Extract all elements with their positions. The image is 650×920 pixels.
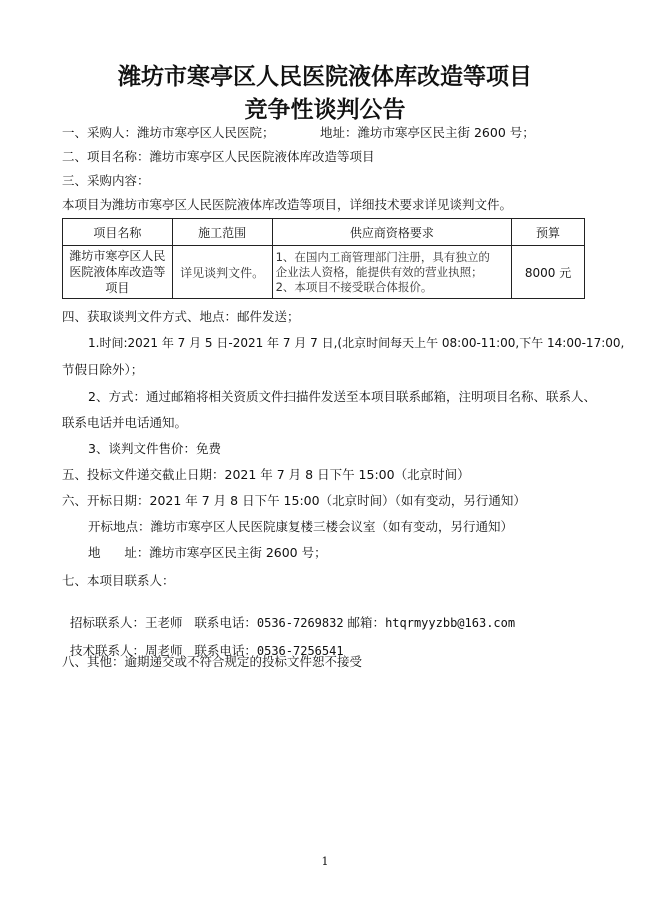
bid-contact-text: 招标联系人：王老师 联系电话：: [69, 615, 257, 630]
document-title: 潍坊市寒亭区人民医院液体库改造等项目: [118, 63, 532, 90]
requirement-line-2: 企业法人资格，能提供有效的营业执照；: [275, 264, 483, 279]
table-header: 项目名称: [63, 219, 173, 246]
section-4-time-line-2: 节假日除外）；: [62, 362, 144, 377]
project-name-line-1: 潍坊市寒亭区人民: [69, 249, 166, 263]
project-name-line-2: 医院液体库改造等: [69, 265, 166, 279]
purchaser-line: [62, 123, 535, 141]
bid-contact-email: htqrmyyzbb@163.com: [385, 616, 516, 630]
tech-contact-text: 技术联系人：周老师 联系电话：: [69, 643, 257, 658]
section-4-method-line-1: 2、方式：通过邮箱将相关资质文件扫描件发送至本项目联系邮箱，注明项目名称、联系人、: [88, 389, 596, 404]
tech-contact-phone: 0536-7256541: [256, 644, 344, 658]
section-7-heading: 七、本项目联系人：: [62, 573, 175, 588]
bid-email-label: 邮箱：: [343, 615, 386, 630]
document-subtitle: 竞争性谈判公告: [244, 96, 406, 123]
table-header: 供应商资格要求: [272, 219, 511, 246]
section-6-place: 开标地点：潍坊市寒亭区人民医院康复楼三楼会议室（如有变动，另行通知）: [88, 519, 514, 534]
project-name-line-3: 项目: [105, 281, 130, 295]
requirement-line-1: 1、在国内工商管理部门注册，具有独立的: [275, 249, 490, 264]
bid-contact-phone: 0536-7269832: [256, 616, 344, 630]
table-header-row: [63, 219, 585, 246]
table-header: 施工范围: [172, 219, 272, 246]
section-4-time-line-1: 1.时间:2021 年 7 月 5 日-2021 年 7 月 7 日,(北京时间每天上午 08:00-11:00,下午 14:00-17:00,: [88, 336, 625, 350]
section-5-deadline: 五、投标文件递交截止日期：2021 年 7 月 8 日下午 15:00（北京时间）: [62, 467, 470, 482]
table-cell-requirements: [272, 246, 511, 299]
table-cell-project-name: [63, 246, 173, 299]
section-6-address: 地 址：潍坊市寒亭区民主街 2600 号；: [88, 545, 327, 560]
section-4-method-line-2: 联系电话并电话通知。: [62, 415, 188, 430]
page-number: 1: [321, 855, 329, 868]
table-header: 预算: [512, 219, 585, 246]
table-row: [63, 246, 585, 299]
requirement-line-3: 2、本项目不接受联合体报价。: [275, 279, 433, 294]
section-4-heading: 四、获取谈判文件方式、地点：邮件发送；: [62, 309, 300, 324]
table-cell-budget: 8000 元: [512, 246, 585, 299]
section-8-other: 八、其他：逾期递交或不符合规定的投标文件恕不接受: [62, 654, 363, 669]
section-6-date: 六、开标日期：2021 年 7 月 8 日下午 15:00（北京时间）（如有变动，另行通知）: [62, 493, 526, 508]
project-intro: 本项目为潍坊市寒亭区人民医院液体库改造等项目，详细技术要求详见谈判文件。: [62, 197, 513, 212]
section-4-price: 3、谈判文件售价：免费: [88, 441, 221, 456]
purchaser-text: 一、采购人：潍坊市寒亭区人民医院；: [62, 125, 275, 140]
purchaser-address: 地址：潍坊市寒亭区民主街 2600 号；: [320, 125, 535, 140]
table-cell-scope: 详见谈判文件。: [172, 246, 272, 299]
project-table: [62, 218, 585, 299]
project-name-line: 二、项目名称：潍坊市寒亭区人民医院液体库改造等项目: [62, 149, 375, 164]
procurement-content-heading: 三、采购内容：: [62, 173, 150, 188]
